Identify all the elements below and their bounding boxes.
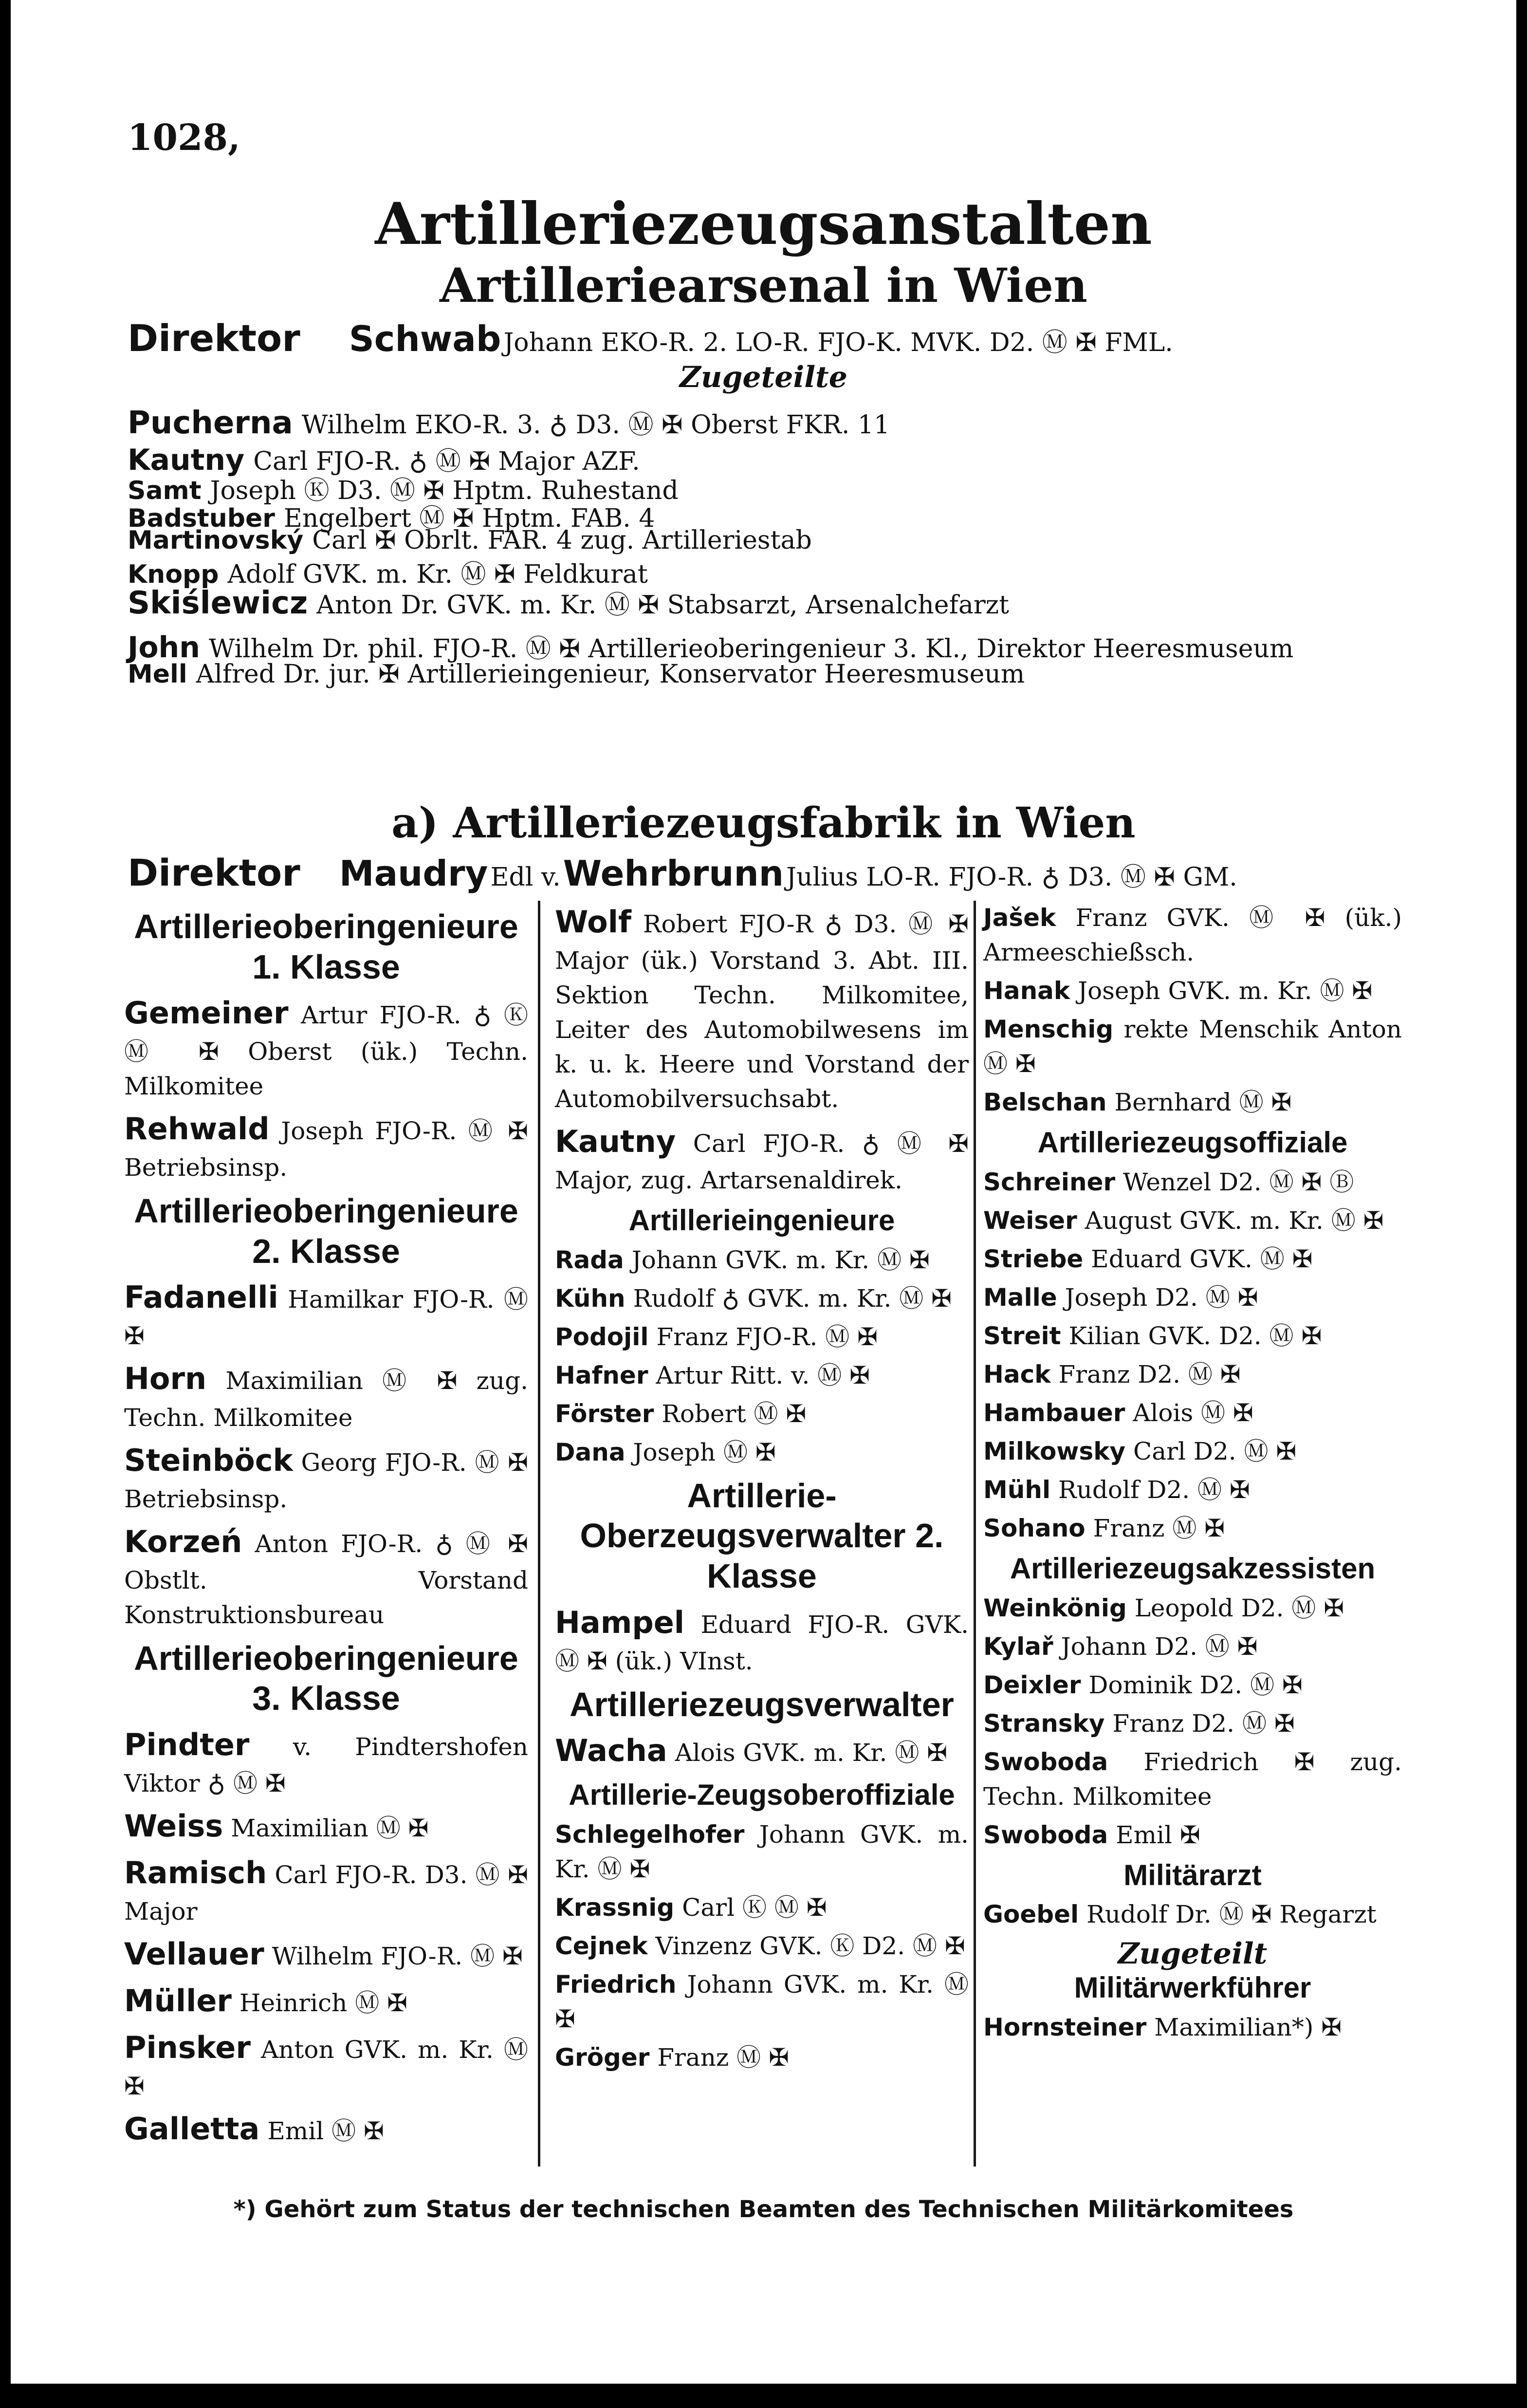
list-item [983, 1396, 1402, 1430]
person-details: Joseph Ⓜ ✠ [633, 1438, 776, 1466]
person-name: Hafner [555, 1361, 648, 1389]
person-details: Joseph FJO-R. Ⓜ ✠ Betriebsinsp. [124, 1117, 528, 1182]
person-name: Schreiner [983, 1167, 1116, 1196]
person-name: Stransky [983, 1709, 1105, 1738]
list-item [555, 1120, 969, 1198]
person-details: v. Pindtershofen Viktor ♁ Ⓜ ✠ [124, 1732, 528, 1797]
person-details: Artur FJO-R. ♁ Ⓚ Ⓜ ✠ Oberst (ük.) Techn. Milkomitee [124, 1001, 528, 1101]
person-details: Maximilian*) ✠ [1154, 2013, 1342, 2042]
list-item [555, 901, 969, 1116]
zugeteilte-row [128, 404, 890, 441]
column-divider [538, 901, 540, 2167]
person-name: Swoboda [983, 1820, 1108, 1849]
person-name: Gröger [555, 2043, 650, 2072]
entry-list [555, 1243, 969, 1470]
person-details: Johann GVK. m. Kr. Ⓜ ✠ [555, 1820, 969, 1884]
list-item [555, 1435, 969, 1470]
person-details: Vinzenz GVK. Ⓚ D2. Ⓜ ✠ [655, 1932, 965, 1961]
person-details: Alfred Dr. jur. ✠ Artillerieingenieur, Konservator Heeresmuseum [196, 660, 1025, 689]
list-item [124, 1933, 528, 1976]
person-details: Wenzel D2. Ⓜ ✠ Ⓑ [1123, 1167, 1354, 1196]
person-details: Franz Ⓜ ✠ [1093, 1514, 1225, 1542]
zugeteilte-row [128, 584, 1009, 621]
person-details: Joseph Ⓚ D3. Ⓜ ✠ Hptm. Ruhestand [210, 476, 679, 505]
list-item [983, 1897, 1402, 1932]
person-name: Friedrich [555, 1970, 677, 1999]
list-item [983, 1591, 1402, 1626]
list-item [124, 1276, 528, 1353]
list-item [983, 901, 1402, 970]
column-1 [124, 901, 528, 2171]
person-name: Kautny [128, 443, 245, 477]
list-item [124, 1520, 528, 1632]
entry-list [555, 1729, 969, 1772]
director-name-title: Wehrbrunn [563, 853, 784, 894]
section-heading: Artillerie-Oberzeugsverwalter 2. Klasse [580, 1476, 944, 1595]
zugeteilte-row [128, 628, 1293, 665]
person-name: Podojil [555, 1322, 649, 1351]
section-heading: Artillerieoberingenieure 3. Klasse [134, 1639, 518, 1718]
person-name: Rehwald [124, 1111, 270, 1147]
person-details: Johann D2. Ⓜ ✠ [1061, 1632, 1258, 1661]
entry-list [124, 1723, 528, 2150]
zugeteilte-row [128, 660, 1025, 689]
person-details: Rudolf Dr. Ⓜ ✠ Regarzt [1086, 1900, 1377, 1929]
person-name: Menschig [983, 1015, 1114, 1043]
director-name: Maudry [339, 853, 488, 894]
person-name: Hanak [983, 977, 1070, 1005]
person-details: Johann GVK. m. Kr. Ⓜ ✠ [555, 1970, 969, 2034]
person-details: Franz FJO-R. Ⓜ ✠ [656, 1322, 878, 1351]
section-heading: Militärarzt [1123, 1858, 1262, 1891]
list-item [124, 1439, 528, 1517]
list-item [983, 1818, 1402, 1852]
list-item [983, 1165, 1402, 1200]
person-name: Vellauer [124, 1936, 264, 1972]
entry-list [983, 1591, 1402, 1852]
person-name: Dana [555, 1438, 626, 1466]
person-name: Rada [555, 1245, 624, 1274]
person-name: Steinböck [124, 1442, 293, 1478]
section-heading: Artillerieingenieure [628, 1204, 895, 1237]
person-name: Jašek [983, 904, 1056, 932]
list-item [124, 1108, 528, 1185]
person-name: Schlegelhofer [555, 1820, 745, 1849]
section-heading: Artillerie-Zeugsoberoffiziale [569, 1778, 955, 1812]
list-item [555, 1358, 969, 1393]
person-details: Wilhelm EKO-R. 3. ♁ D3. Ⓜ ✠ Oberst FKR. 11 [301, 410, 890, 440]
person-details: Hamilkar FJO-R. Ⓜ ✠ [124, 1285, 528, 1351]
entry-list [983, 901, 1402, 1120]
person-name: Wolf [555, 904, 631, 940]
list-item [983, 1280, 1402, 1315]
list-item [983, 1630, 1402, 1664]
list-item [555, 1281, 969, 1316]
director-row-fabrik [128, 851, 1237, 894]
person-name: Weiss [124, 1808, 223, 1844]
sub-title: Artilleriearsenal in Wien [440, 258, 1087, 313]
section-heading: Artillerieoberingenieure 2. Klasse [134, 1192, 518, 1270]
person-details: Friedrich ✠ zug. Techn. Milkomitee [983, 1747, 1402, 1811]
person-details: Joseph D2. Ⓜ ✠ [1065, 1283, 1258, 1312]
list-item [124, 2108, 528, 2150]
person-name: Striebe [983, 1244, 1084, 1273]
person-details: Engelbert Ⓜ ✠ Hptm. FAB. 4 [283, 504, 655, 533]
list-item [555, 1601, 969, 1679]
person-details: Carl FJO-R. D3. Ⓜ ✠ Major [124, 1860, 528, 1926]
person-name: Sohano [983, 1514, 1085, 1542]
person-details: Anton FJO-R. ♁ Ⓜ ✠ Obstlt. Vorstand Konstruktionsbureau [124, 1529, 528, 1629]
person-name: Malle [983, 1283, 1057, 1312]
person-details: August GVK. m. Kr. Ⓜ ✠ [1085, 1206, 1384, 1235]
column-2 [555, 901, 969, 2171]
list-item [124, 1852, 528, 1929]
person-details: Adolf GVK. m. Kr. Ⓜ ✠ Feldkurat [227, 560, 648, 589]
person-details: Johann GVK. m. Kr. Ⓜ ✠ [631, 1245, 930, 1274]
person-name: Förster [555, 1399, 654, 1428]
person-name: Mell [128, 660, 187, 689]
person-name: Gemeiner [124, 995, 289, 1031]
list-item [555, 2040, 969, 2075]
director-name: Schwab [349, 318, 501, 359]
person-details: Heinrich Ⓜ ✠ [239, 1988, 408, 2017]
person-name: Swoboda [983, 1747, 1108, 1776]
person-name: Hornsteiner [983, 2013, 1147, 2042]
main-title: Artilleriezeugsanstalten [375, 190, 1152, 258]
zugeteilte-row [128, 526, 812, 555]
person-details: Kilian GVK. D2. Ⓜ ✠ [1068, 1321, 1322, 1350]
person-name: Korzeń [124, 1523, 242, 1559]
person-name: Knopp [128, 560, 219, 589]
list-item [124, 1805, 528, 1848]
list-item [983, 1473, 1402, 1507]
person-details: Rudolf D2. Ⓜ ✠ [1058, 1475, 1250, 1504]
person-details: Emil Ⓜ ✠ [267, 2116, 384, 2145]
list-item [983, 2010, 1402, 2045]
list-item [555, 1320, 969, 1354]
director-details: Johann EKO-R. 2. LO-R. FJO-K. MVK. D2. Ⓜ ✠ FML. [503, 328, 1173, 357]
person-details: Emil ✠ [1116, 1820, 1200, 1849]
section-heading: Artilleriezeugsakzessisten [1010, 1552, 1376, 1585]
list-item [124, 1357, 528, 1435]
entry-list [124, 1276, 528, 1632]
person-name: Deixler [983, 1670, 1081, 1699]
person-name: Belschan [983, 1088, 1107, 1116]
column-3 [983, 901, 1402, 2171]
director-name-particle: Edl v. [490, 863, 561, 892]
person-details: Alois Ⓜ ✠ [1133, 1398, 1253, 1427]
person-name: Samt [128, 476, 202, 505]
person-details: Alois GVK. m. Kr. Ⓜ ✠ [675, 1739, 948, 1767]
list-item [983, 1357, 1402, 1392]
person-name: Pucherna [128, 405, 293, 441]
person-name: Mühl [983, 1475, 1051, 1504]
scan-border-bottom [0, 2384, 1527, 2408]
person-name: Galletta [124, 2111, 260, 2147]
list-item [555, 1929, 969, 1963]
person-name: John [128, 630, 200, 665]
list-item [555, 1817, 969, 1887]
person-name: Milkowsky [983, 1437, 1126, 1465]
person-details: Carl FJO-R. ♁ Ⓜ ✠ Major AZF. [253, 447, 640, 476]
person-name: Hambauer [983, 1398, 1125, 1427]
page-number: 1028, [128, 117, 240, 159]
person-name: Badstuber [128, 504, 275, 533]
section-heading: Militärwerkführer [1074, 1971, 1311, 2004]
person-name: Cejnek [555, 1932, 648, 1961]
person-details: Maximilian Ⓜ ✠ zug. Techn. Milkomitee [124, 1367, 528, 1432]
person-name: Müller [124, 1982, 232, 2019]
director-details: Julius LO-R. FJO-R. ♁ D3. Ⓜ ✠ GM. [786, 863, 1237, 892]
person-details: Franz GVK. Ⓜ ✠ (ük.) Armeeschießsch. [983, 904, 1402, 966]
person-name: Pindter [124, 1726, 250, 1762]
list-item [124, 992, 528, 1104]
person-details: Joseph GVK. m. Kr. Ⓜ ✠ [1078, 977, 1373, 1005]
person-name: Kautny [555, 1124, 676, 1160]
person-name: Streit [983, 1321, 1061, 1350]
person-details: Carl Ⓚ Ⓜ ✠ [682, 1893, 827, 1922]
section-heading: Artillerieoberingenieure 1. Klasse [134, 908, 518, 986]
person-name: Fadanelli [124, 1279, 278, 1315]
list-item [983, 1242, 1402, 1277]
list-item [555, 1243, 969, 1278]
list-item [983, 1012, 1402, 1081]
person-details: Carl D2. Ⓜ ✠ [1133, 1437, 1297, 1465]
list-item [555, 1397, 969, 1431]
person-details: Dominik D2. Ⓜ ✠ [1088, 1670, 1303, 1699]
person-name: Wacha [555, 1733, 667, 1769]
list-item [983, 1085, 1402, 1120]
person-details: Franz D2. Ⓜ ✠ [1112, 1709, 1295, 1738]
person-name: Kylař [983, 1632, 1053, 1661]
section-heading: Artilleriezeugsoffiziale [1037, 1126, 1348, 1159]
person-name: Weiser [983, 1206, 1077, 1235]
footnote: *) Gehört zum Status der technischen Beamten des Technischen Militärkomitees [233, 2196, 1294, 2223]
person-details: Anton GVK. m. Kr. Ⓜ ✠ [124, 2035, 528, 2100]
column-divider [974, 901, 976, 2167]
entry-list [983, 1897, 1402, 1932]
entry-list [555, 901, 969, 1198]
person-details: Franz D2. Ⓜ ✠ [1058, 1360, 1241, 1389]
list-item [983, 1706, 1402, 1741]
entry-list [124, 992, 528, 1185]
person-name: Kühn [555, 1284, 626, 1313]
person-details: rekte Menschik Anton Ⓜ ✠ [983, 1015, 1402, 1078]
list-item [983, 1745, 1402, 1814]
person-details: Bernhard Ⓜ ✠ [1114, 1088, 1292, 1116]
entry-list [983, 2010, 1402, 2045]
entry-list [555, 1817, 969, 2075]
list-item [555, 1890, 969, 1925]
person-name: Ramisch [124, 1854, 267, 1890]
person-name: Horn [124, 1361, 207, 1397]
section-a-title: a) Artilleriezeugsfabrik in Wien [391, 798, 1136, 848]
list-item [983, 1668, 1402, 1703]
person-details: Robert Ⓜ ✠ [662, 1399, 807, 1428]
person-details: Eduard FJO-R. GVK. Ⓜ ✠ (ük.) VInst. [555, 1610, 969, 1675]
person-details: Carl ✠ Obrlt. FAR. 4 zug. Artilleriestab [312, 526, 812, 555]
list-item [124, 1980, 528, 2022]
list-item [555, 1967, 969, 2037]
list-item [983, 1204, 1402, 1238]
person-name: Skiślewicz [128, 585, 308, 621]
list-item [124, 1723, 528, 1801]
list-item [124, 2026, 528, 2104]
person-name: Hack [983, 1360, 1051, 1389]
person-name: Pinsker [124, 2029, 251, 2065]
person-name: Martinovský [128, 526, 304, 555]
person-details: Wilhelm Dr. phil. FJO-R. Ⓜ ✠ Artillerieoberingenieur 3. Kl., Direktor Heeresmuseum [208, 634, 1294, 664]
person-name: Hampel [555, 1604, 685, 1640]
person-details: Carl FJO-R. ♁ Ⓜ ✠ Major, zug. Artarsenaldirek. [555, 1130, 969, 1195]
person-details: Artur Ritt. v. Ⓜ ✠ [656, 1361, 870, 1389]
person-details: Maximilian Ⓜ ✠ [231, 1814, 429, 1842]
entry-list [983, 1165, 1402, 1546]
list-item [983, 1319, 1402, 1353]
person-details: Robert FJO-R ♁ D3. Ⓜ ✠ Major (ük.) Vorstand 3. Abt. III. Sektion Techn. Milkomitee, Leiter des Automobilwesens im k. u. k. Heere und Vorstand der Automobilversuchsabt. [555, 910, 969, 1113]
list-item [983, 974, 1402, 1008]
person-details: Eduard GVK. Ⓜ ✠ [1091, 1244, 1313, 1273]
person-details: Franz Ⓜ ✠ [657, 2043, 789, 2072]
list-item [983, 1434, 1402, 1469]
list-item [983, 1511, 1402, 1546]
section-heading: Artilleriezeugsverwalter [570, 1685, 954, 1723]
director-label: Direktor [128, 316, 300, 360]
list-item [555, 1729, 969, 1772]
director-label: Direktor [128, 851, 300, 894]
person-details: Georg FJO-R. Ⓜ ✠ Betriebsinsp. [124, 1448, 528, 1513]
zugeteilte-heading: Zugeteilte [680, 360, 847, 394]
person-details: Anton Dr. GVK. m. Kr. Ⓜ ✠ Stabsarzt, Arsenalchefarzt [316, 591, 1009, 620]
director-row-arsenal [128, 316, 1173, 360]
person-name: Krassnig [555, 1893, 675, 1922]
person-details: Wilhelm FJO-R. Ⓜ ✠ [272, 1942, 523, 1970]
person-name: Goebel [983, 1900, 1079, 1929]
section-heading-italic: Zugeteilt [1118, 1937, 1268, 1971]
person-details: Rudolf ♁ GVK. m. Kr. Ⓜ ✠ [633, 1284, 952, 1313]
person-details: Leopold D2. Ⓜ ✠ [1134, 1593, 1344, 1622]
entry-list [555, 1601, 969, 1679]
person-name: Weinkönig [983, 1593, 1127, 1622]
